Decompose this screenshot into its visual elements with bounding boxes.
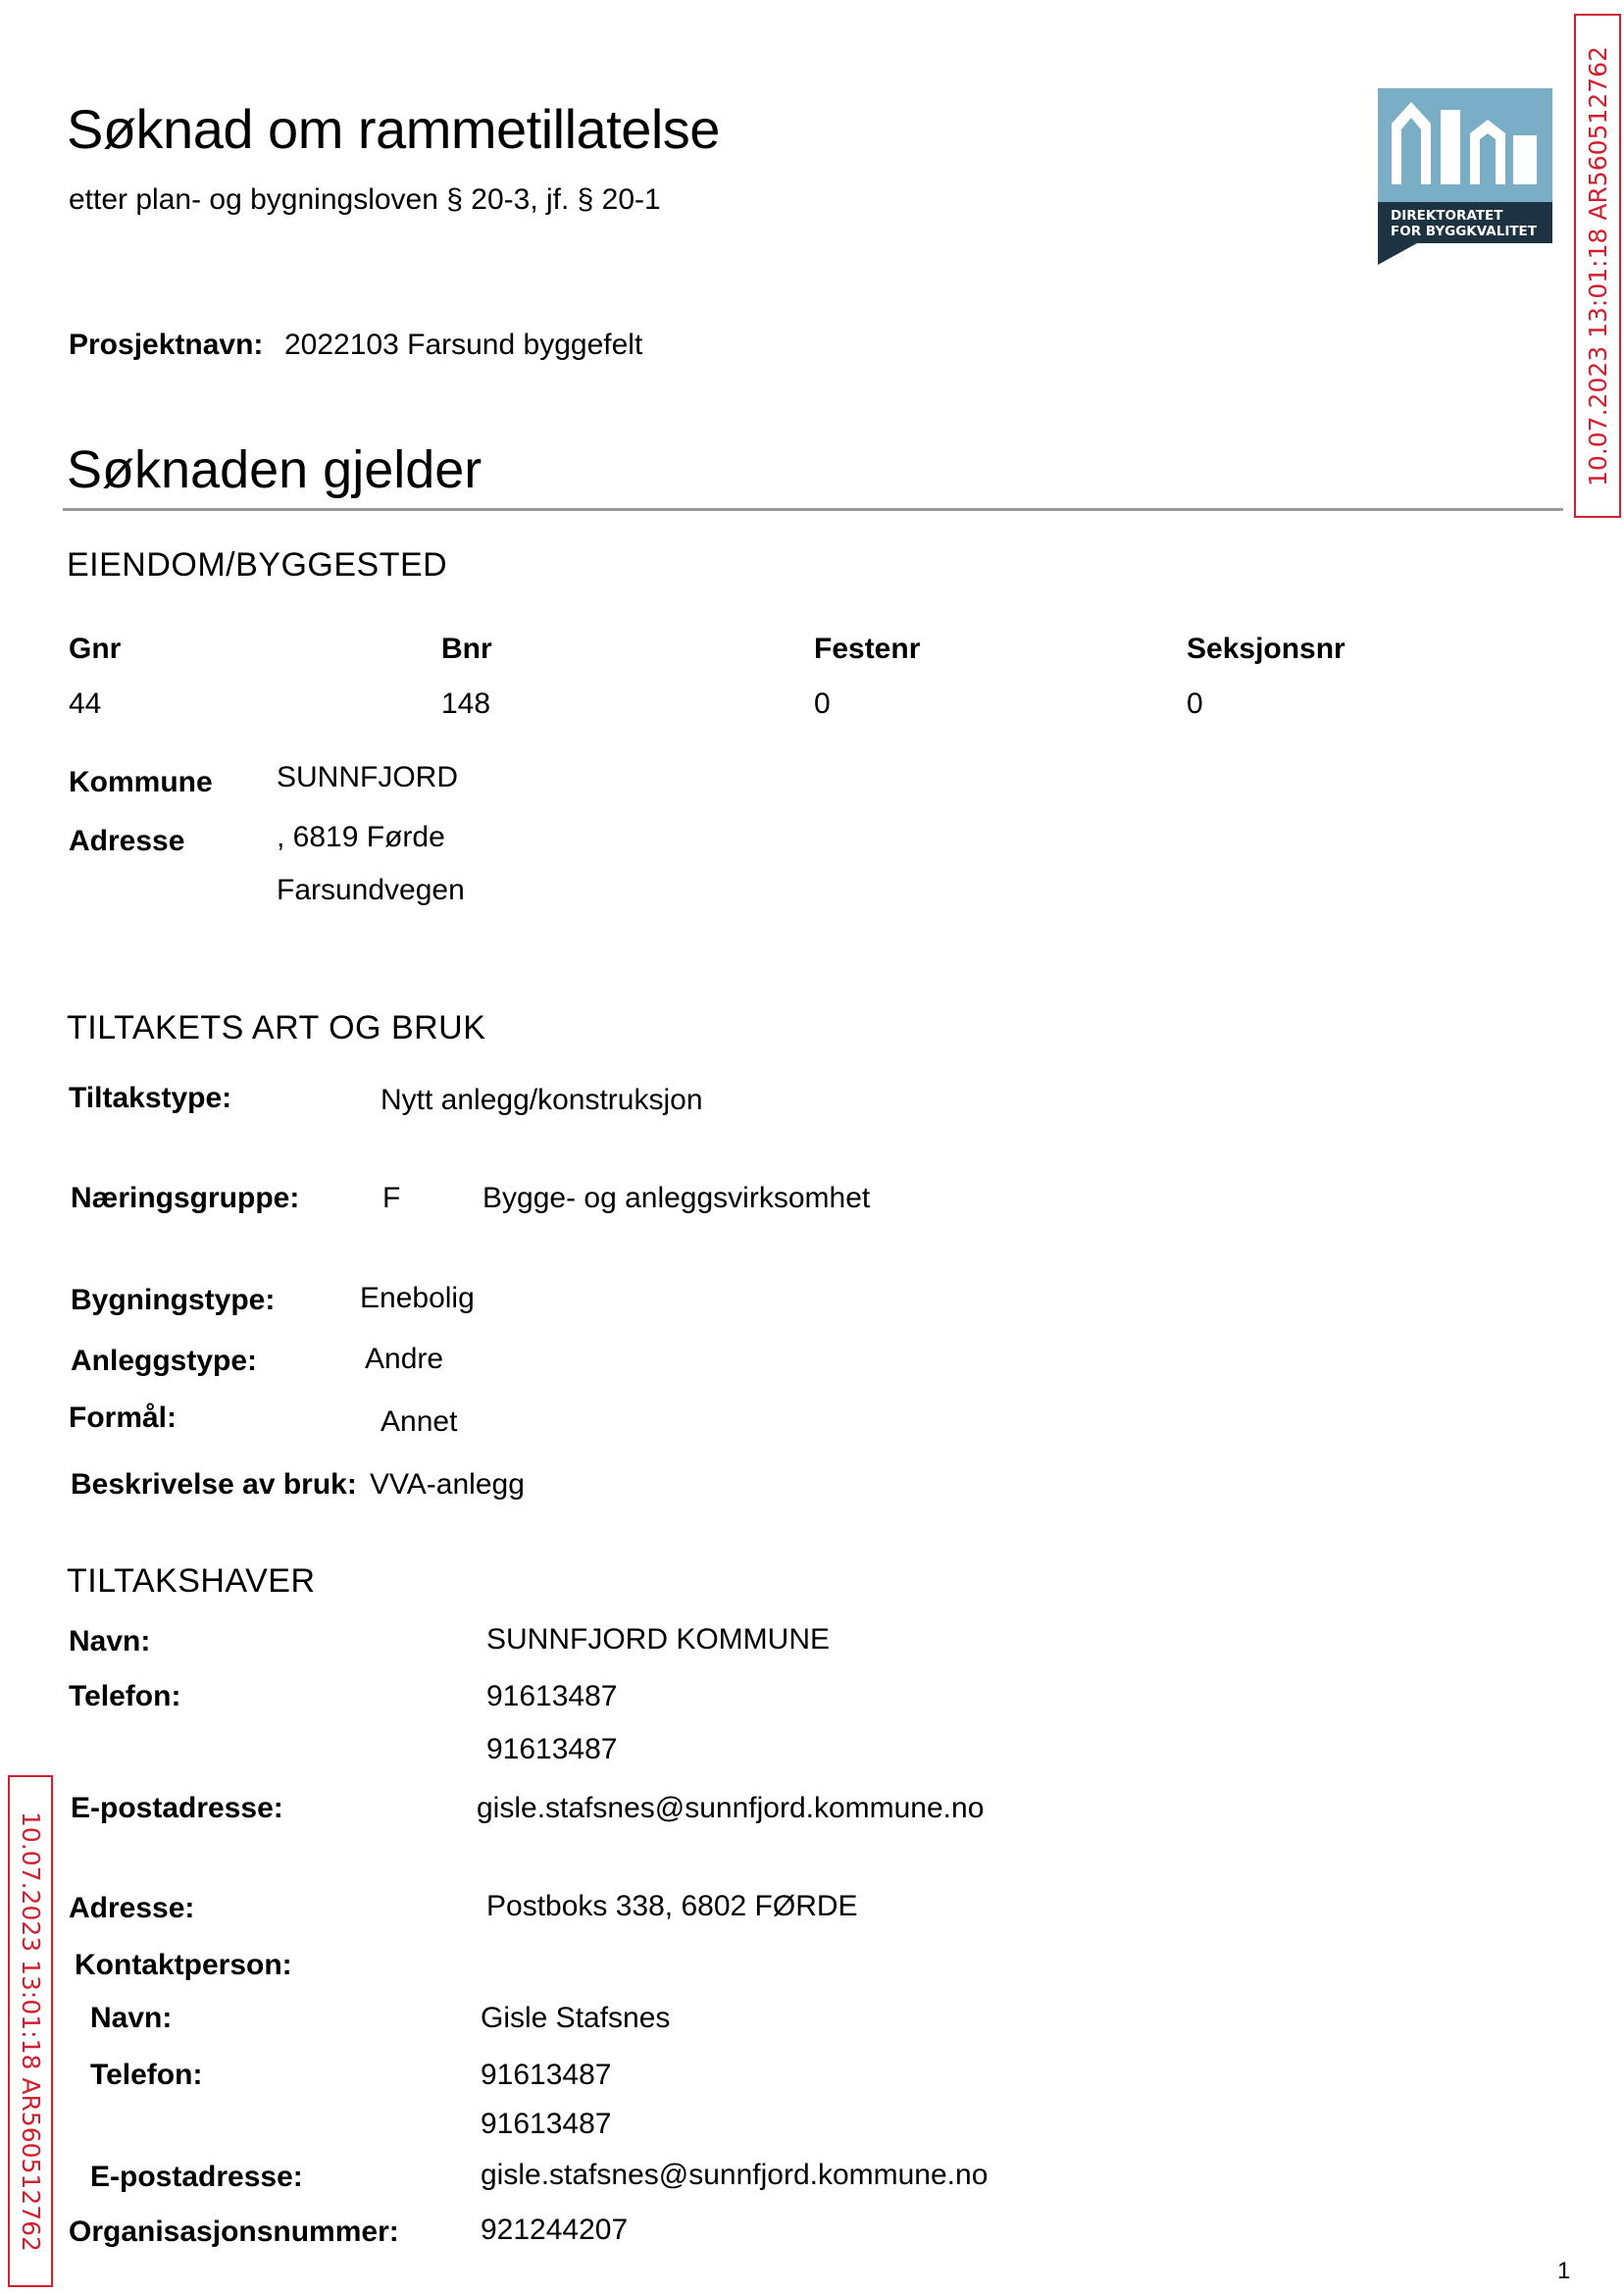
stamp-text-top: 10.07.2023 13:01:18 AR560512762	[1583, 45, 1612, 486]
tiltakshaver-telefon-2: 91613487	[486, 1733, 618, 1765]
tiltakshaver-epost-value[interactable]: gisle.stafsnes@sunnfjord.kommune.no	[477, 1792, 985, 1824]
logo-line-1: DIREKTORATET	[1391, 208, 1503, 224]
anleggstype-label: Anleggstype:	[71, 1345, 258, 1377]
kontakt-telefon-label: Telefon:	[90, 2059, 203, 2091]
seksjonsnr-label: Seksjonsnr	[1187, 633, 1345, 665]
document-title: Søknad om rammetillatelse	[67, 98, 720, 160]
timestamp-stamp-side	[8, 1775, 53, 2287]
tiltakstype-value: Nytt anlegg/konstruksjon	[381, 1084, 703, 1116]
kontakt-telefon-2: 91613487	[481, 2108, 612, 2140]
kontakt-navn-value: Gisle Stafsnes	[481, 2002, 671, 2034]
kommune-value: SUNNFJORD	[277, 761, 458, 793]
kontakt-navn-label: Navn:	[90, 2002, 173, 2034]
formal-value: Annet	[381, 1405, 458, 1438]
project-name-value: 2022103 Farsund byggefelt	[284, 329, 643, 361]
tiltakstype-label: Tiltakstype:	[69, 1082, 232, 1114]
bnr-label: Bnr	[441, 633, 492, 665]
tiltakshaver-telefon-label: Telefon:	[69, 1680, 181, 1712]
tiltakshaver-epost-label: E-postadresse:	[71, 1792, 283, 1824]
tiltakshaver-heading: TILTAKSHAVER	[67, 1562, 316, 1600]
festenr-value: 0	[814, 688, 831, 720]
section-divider	[63, 508, 1563, 511]
naeringsgruppe-label: Næringsgruppe:	[71, 1182, 300, 1214]
project-name-label: Prosjektnavn:	[69, 329, 264, 361]
bnr-value: 148	[441, 688, 491, 720]
tiltakshaver-telefon-1: 91613487	[486, 1680, 618, 1712]
naeringsgruppe-code: F	[382, 1182, 401, 1214]
kontakt-telefon-1: 91613487	[481, 2059, 612, 2091]
kontaktperson-label: Kontaktperson:	[75, 1949, 292, 1981]
tiltakshaver-adresse-value: Postboks 338, 6802 FØRDE	[486, 1890, 858, 1922]
seksjonsnr-value: 0	[1187, 688, 1203, 720]
kontakt-epost-value[interactable]: gisle.stafsnes@sunnfjord.kommune.no	[481, 2159, 989, 2191]
eiendom-heading: EIENDOM/BYGGESTED	[67, 546, 448, 584]
organisasjonsnummer-value: 921244207	[481, 2214, 629, 2246]
stamp-text-side: 10.07.2023 13:01:18 AR560512762	[16, 1810, 45, 2252]
beskrivelse-bruk-value: VVA-anlegg	[370, 1468, 525, 1501]
tiltakshaver-navn-value: SUNNFJORD KOMMUNE	[486, 1623, 830, 1656]
naeringsgruppe-text: Bygge- og anleggsvirksomhet	[482, 1182, 871, 1214]
anleggstype-value: Andre	[365, 1343, 444, 1375]
gnr-label: Gnr	[69, 633, 122, 665]
festenr-label: Festenr	[814, 633, 921, 665]
document-subtitle: etter plan- og bygningsloven § 20-3, jf. § 20-1	[69, 183, 661, 216]
adresse-label: Adresse	[69, 825, 185, 857]
page-number: 1	[1557, 2258, 1571, 2284]
timestamp-stamp-top	[1574, 14, 1621, 518]
kontakt-epost-label: E-postadresse:	[90, 2161, 303, 2193]
tiltakshaver-navn-label: Navn:	[69, 1625, 151, 1657]
gnr-value: 44	[69, 688, 102, 720]
formal-label: Formål:	[69, 1402, 178, 1434]
organisasjonsnummer-label: Organisasjonsnummer:	[69, 2216, 399, 2248]
logo-line-2: FOR BYGGKVALITET	[1391, 224, 1537, 239]
dibk-logo-icon	[1378, 88, 1552, 277]
tiltakshaver-adresse-label: Adresse:	[69, 1892, 195, 1924]
kommune-label: Kommune	[69, 766, 213, 798]
adresse-line-2: Farsundvegen	[277, 874, 465, 906]
section-title: Søknaden gjelder	[67, 440, 482, 499]
bygningstype-label: Bygningstype:	[71, 1284, 276, 1316]
beskrivelse-bruk-label: Beskrivelse av bruk:	[71, 1468, 357, 1501]
tiltak-heading: TILTAKETS ART OG BRUK	[67, 1009, 486, 1046]
bygningstype-value: Enebolig	[360, 1282, 475, 1314]
adresse-line-1: , 6819 Førde	[277, 821, 445, 853]
